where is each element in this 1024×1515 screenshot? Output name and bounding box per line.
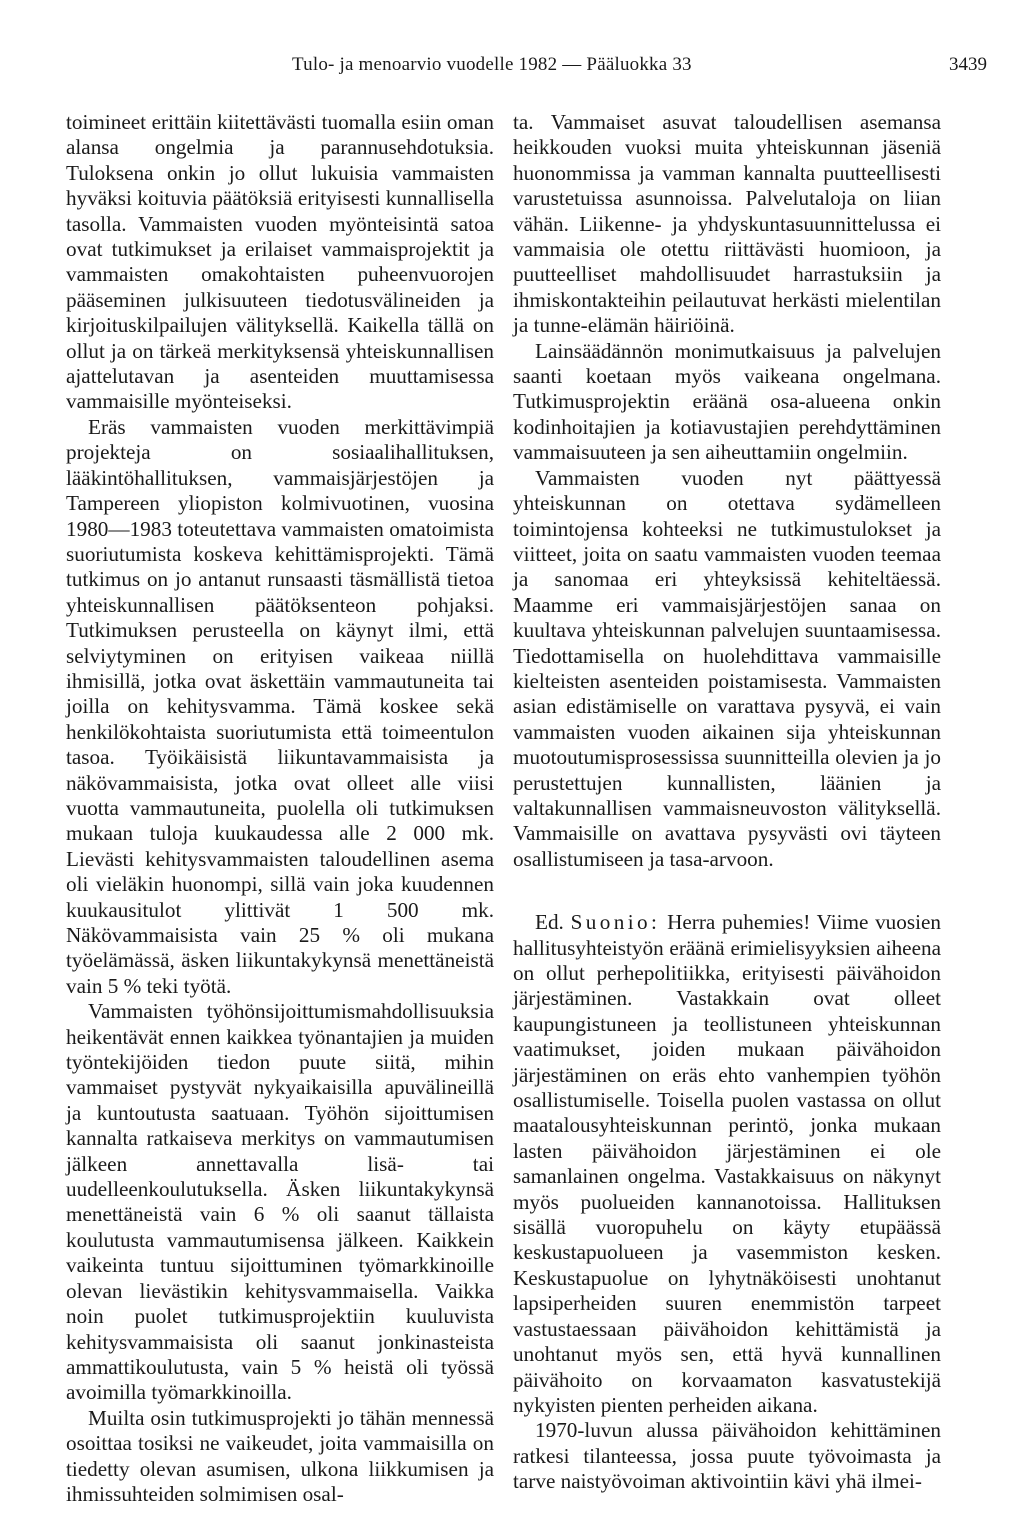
- paragraph: 1970-luvun alussa päivähoidon kehittäminen ratkesi tilanteessa, jossa puute työvoimasta ja tarve naistyövoiman aktivointiin kävi yhä ilmei-: [513, 1418, 941, 1494]
- paragraph: toimineet erittäin kiitettävästi tuomalla esiin oman alansa ongelmia ja parannusehdotuksia. Tuloksena onkin jo ollut lukuisia vammaisten hyväksi koituvia päätöksiä erityisesti kunnallisella tasolla. Vammaisten vuoden myönteisintä satoa ovat tutkimukset ja erilaiset vammaisprojektit ja vammaisten omakohtaisten puheenvuorojen pääseminen julkisuuteen tiedotusvälineiden ja kirjoituskilpailujen välityksellä. Kaikella tällä on ollut ja on tärkeä merkityksensä yhteiskunnallisen ajattelutavan ja asenteiden muuttamisessa vammaisille myönteiseksi.: [66, 110, 494, 414]
- paragraph: Eräs vammaisten vuoden merkittävimpiä projekteja on sosiaalihallituksen, lääkintöhallituksen, vammaisjärjestöjen ja Tampereen yliopiston kolmivuotinen, vuosina 1980—1983 toteutettava vammaisten omatoimista suoriutumista koskeva kehittämisprojekti. Tämä tutkimus on jo antanut runsaasti täsmällistä tietoa yhteiskunnallisen päätöksenteon pohjaksi. Tutkimuksen perusteella on käynyt ilmi, että selviytyminen on erityisen vaikeaa niillä ihmisillä, jotka ovat äskettäin vammautuneita tai joilla on kehitysvamma. Tämä koskee sekä henkilökohtaista suoriutumista että toimeentulon tasoa. Työikäisistä liikuntavammaisista ja näkövammaisista, jotka ovat olleet alle viisi vuotta vammautuneita, puolella oli tutkimuksen mukaan tuloja kuukaudessa alle 2 000 mk. Lievästi kehitysvammaisten taloudellinen asema oli vieläkin huonompi, sillä vain joka kuudennen kuukausitulot ylittivät 1 500 mk. Näkövammaisista vain 25 % oli mukana työelämässä, äsken liikuntakykynsä menettäneistä vain 5 % teki työtä.: [66, 414, 494, 998]
- speech-prefix: Ed.: [535, 910, 564, 935]
- left-column: [66, 110, 494, 1507]
- paragraph: Lainsäädännön monimutkaisuus ja palvelujen saanti koetaan myös vaikeana ongelmana. Tutkimusprojektin eräänä osa-alueena onkin kodinhoitajien ja kotiavustajien perehdyttäminen vammaisuuteen ja sen aiheuttamiin ongelmiin.: [513, 338, 941, 465]
- paragraph: Muilta osin tutkimusprojekti jo tähän mennessä osoittaa tosiksi ne vaikeudet, joita vammaisilla on tiedetty olevan asumisen, ulkona liikkumisen ja ihmissuhteiden solmimisen osal-: [66, 1405, 494, 1506]
- paragraph: Vammaisten vuoden nyt päättyessä yhteiskunnan on otettava sydämelleen toimintojensa kohteeksi ne tutkimustulokset ja viitteet, joita on saatu vammaisten vuoden teemaa ja sanomaa eri yhteyksissä kehiteltäessä. Maamme eri vammaisjärjestöjen sanaa on kuultava yhteiskunnan palvelujen suuntaamisessa. Tiedottamisella on huolehdittava vammaisille kielteisten asenteiden poistamisesta. Vammaisten asian edistämiselle on varattava pysyvä, ei vain vammaisten vuoden aikainen sija yhteiskunnan muotoutumisprosessissa suunnitteilla olevien ja jo perustettujen kunnallisten, läänien ja valtakunnallisen vammaisneuvoston välityksellä. Vammaisille on avattava pysyvästi ovi täyteen osallistumiseen ja tasa-arvoon.: [513, 465, 941, 871]
- right-column: [513, 110, 941, 1495]
- page-number: 3439: [949, 54, 987, 75]
- paragraph: ta. Vammaiset asuvat taloudellisen asemansa heikkouden vuoksi muita yhteiskunnan jäseniä huonommissa ja vamman kannalta puutteellisesti varustetuissa asunnoissa. Palvelutaloja on liian vähän. Liikenne- ja yhdyskuntasuunnittelussa ei vammaisia ole otettu riittävästi huomioon, ja puutteelliset mahdollisuudet harrastuksiin ja ihmiskontakteihin peilautuvat herkästi mielentilan ja tunne-elämän häiriöinä.: [513, 110, 941, 338]
- paragraph: Vammaisten työhönsijoittumismahdollisuuksia heikentävät ennen kaikkea työnantajien ja muiden työntekijöiden tiedon puute siitä, mihin vammaiset pystyvät nykyaikaisilla apuvälineillä ja kuntoutusta saatuaan. Työhön sijoittumisen kannalta ratkaiseva merkitys on vammautumisen jälkeen annettavalla lisä- tai uudelleenkoulutuksella. Äsken liikuntakykynsä menettäneistä vain 6 % oli saanut tällaista koulutusta vammautumisensa jälkeen. Kaikkein vaikeinta tuntuu sijoittuminen työmarkkinoille olevan lievästikin kehitysvammaisella. Vaikka noin puolet tutkimusprojektiin kuuluvista kehitysvammaisista oli saanut jonkinasteista ammattikoulutusta, vain 5 % heistä oli työssä avoimilla työmarkkinoilla.: [66, 999, 494, 1405]
- speaker-name: Suonio:: [570, 910, 661, 935]
- running-header: [0, 54, 1024, 84]
- speech-paragraph: [513, 910, 941, 1418]
- speech-text: Herra puhemies! Viime vuosien hallitusyhteistyön eräänä erimielisyyksien aiheena on ollut perhepolitiikka, erityisesti päivähoidon järjestäminen. Vastakkain ovat olleet kaupungistuneen ja teollistuneen yhteiskunnan vaatimukset, joiden mukaan päivähoidon järjestäminen on eräs ehto vanhempien työhön osallistumiselle. Toisella puolen vastassa on ollut maatalousyhteiskunnan perintö, jonka mukaan lasten päivähoidon järjestäminen ei ole samanlainen ongelma. Vastakkaisuus on näkynyt myös puolueiden kannanotoissa. Hallituksen sisällä vuoropuhelu on käyty etupäässä keskustapuolueen ja vasemmiston kesken. Keskustapuolue on lyhytnäköisesti unohtanut lapsiperheiden suuren enemmistön tarpeet vastustaessaan päivähoidon kehittämistä ja unohtanut myös sen, että hyvä kunnallinen päivähoito on korvaamaton kasvatustekijä nykyisten pienten perheiden aikana.: [513, 910, 941, 1417]
- header-title: Tulo- ja menoarvio vuodelle 1982 — Pääluokka 33: [292, 54, 692, 75]
